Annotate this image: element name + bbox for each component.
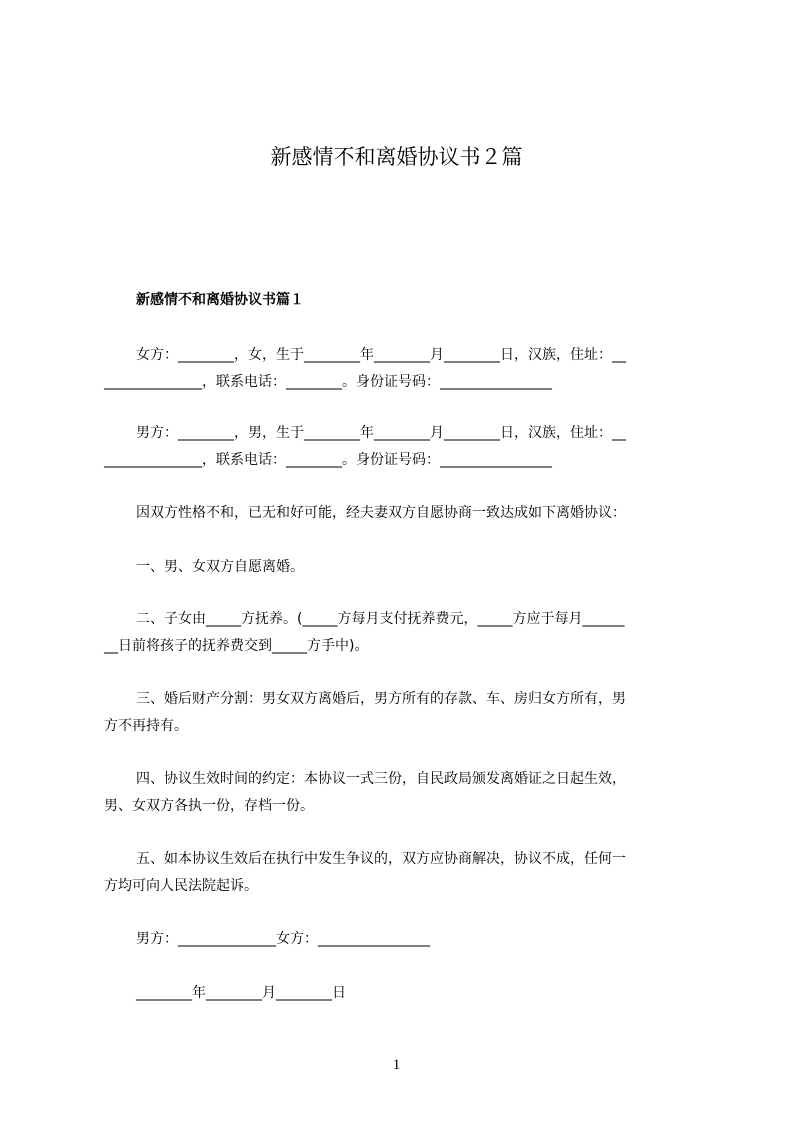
paragraph-line: 男方：________，男，生于________年________月________日，汉族，住址：__	[136, 425, 626, 441]
paragraph-line: 二、子女由_____方抚养。(_____方每月支付抚养费元，_____方应于每月______	[136, 611, 625, 627]
paragraph-line: 五、如本协议生效后在执行中发生争议的，双方应协商解决，协议不成，任何一	[136, 851, 626, 867]
paragraph-line: 四、协议生效时间的约定：本协议一式三份，自民政局颁发离婚证之日起生效，	[136, 771, 626, 787]
paragraph-line: ______________，联系电话：________。身份证号码：________________	[104, 374, 552, 390]
paragraph-line: ______________，联系电话：________。身份证号码：________________	[104, 452, 552, 468]
section-heading: 新感情不和离婚协议书篇１	[136, 292, 304, 308]
paragraph-line: 一、男、女双方自愿离婚。	[136, 559, 304, 575]
paragraph-line: 方均可向人民法院起诉。	[104, 878, 258, 894]
paragraph-clause-3	[104, 686, 704, 740]
paragraph-line: 因双方性格不和，已无和好可能，经夫妻双方自愿协商一致达成如下离婚协议：	[136, 505, 626, 521]
paragraph-line: 方不再持有。	[104, 718, 188, 734]
paragraph-husband-info	[104, 420, 704, 474]
paragraph-wife-info	[104, 342, 704, 396]
paragraph-clause-4	[104, 766, 704, 820]
paragraph-clause-5	[104, 846, 704, 900]
paragraph-line: 三、婚后财产分割：男女双方离婚后，男方所有的存款、车、房归女方所有，男	[136, 691, 626, 707]
paragraph-clause-1	[104, 554, 704, 581]
paragraph-signature	[104, 926, 704, 953]
page-number: 1	[392, 1057, 401, 1073]
document-title: 新感情不和离婚协议书２篇	[270, 145, 523, 169]
paragraph-date	[104, 980, 704, 1007]
paragraph-line: 女方：________，女，生于________年________月________日，汉族，住址：__	[136, 347, 626, 363]
paragraph-line: __日前将孩子的抚养费交到_____方手中)。	[104, 638, 369, 654]
paragraph-line: 男方：______________女方：________________	[136, 931, 430, 947]
paragraph-clause-2	[104, 606, 704, 660]
paragraph-line: 男、女双方各执一份，存档一份。	[104, 798, 314, 814]
paragraph-line: ________年________月________日	[136, 985, 346, 1001]
paragraph-preamble	[104, 500, 704, 527]
